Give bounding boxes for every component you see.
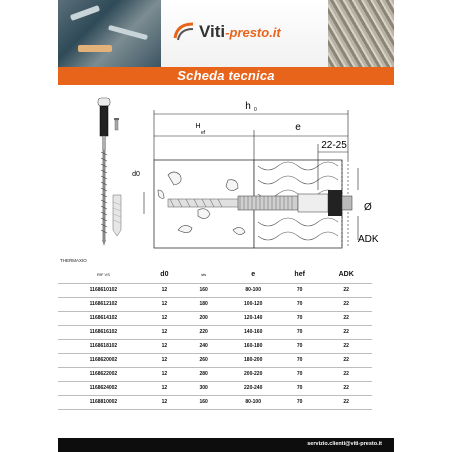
dim-e-label: e xyxy=(295,122,301,133)
logo xyxy=(161,0,328,67)
footer-email: servizio.clienti@viti-presto.it xyxy=(307,441,382,447)
cell-hef: 70 xyxy=(279,297,320,311)
cell-sfs: 160 xyxy=(180,395,228,409)
dim-adk-label: ADK xyxy=(358,234,379,245)
cell-adk: 22 xyxy=(320,381,372,395)
cell-hef: 70 xyxy=(279,367,320,381)
cell-adk: 22 xyxy=(320,353,372,367)
cell-adk: 22 xyxy=(320,325,372,339)
cell-rif: 1168610102 xyxy=(58,283,149,297)
cell-adk: 22 xyxy=(320,283,372,297)
cell-e: 100-120 xyxy=(227,297,279,311)
table-row xyxy=(58,353,372,367)
cell-e: 140-160 xyxy=(227,325,279,339)
cell-adk: 22 xyxy=(320,339,372,353)
cell-sfs: 300 xyxy=(180,381,228,395)
cell-d0: 12 xyxy=(149,283,180,297)
cell-hef: 70 xyxy=(279,311,320,325)
specification-table xyxy=(58,267,372,410)
table-row xyxy=(58,325,372,339)
cell-d0: 12 xyxy=(149,311,180,325)
col-header-d0: d0 xyxy=(149,267,180,283)
col-header-adk: ADK xyxy=(320,267,372,283)
header-banner xyxy=(58,0,394,67)
table-row xyxy=(58,381,372,395)
dim-gap-label: 22-25 xyxy=(321,140,347,151)
header-photo-screws xyxy=(328,0,394,67)
table-row xyxy=(58,311,372,325)
cell-d0: 12 xyxy=(149,367,180,381)
cell-d0: 12 xyxy=(149,395,180,409)
table-body xyxy=(58,283,372,409)
cell-hef: 70 xyxy=(279,325,320,339)
cell-adk: 22 xyxy=(320,367,372,381)
table-header-row xyxy=(58,267,372,283)
cell-sfs: 160 xyxy=(180,283,228,297)
cell-sfs: 260 xyxy=(180,353,228,367)
cell-hef: 70 xyxy=(279,395,320,409)
table-row xyxy=(58,297,372,311)
logo-text xyxy=(199,22,281,42)
col-header-rif: RIF VS xyxy=(58,267,149,283)
section-title: Scheda tecnica xyxy=(177,68,275,83)
cell-e: 220-240 xyxy=(227,381,279,395)
logo-arc-icon xyxy=(173,20,195,42)
dim-diameter-label: Ø xyxy=(364,202,372,213)
cell-d0: 12 xyxy=(149,339,180,353)
cell-sfs: 240 xyxy=(180,339,228,353)
dim-h0-sub: 0 xyxy=(254,107,257,113)
cell-d0: 12 xyxy=(149,325,180,339)
col-header-hef: hef xyxy=(279,267,320,283)
cell-adk: 22 xyxy=(320,297,372,311)
footer-bar xyxy=(58,438,394,452)
cell-sfs: 220 xyxy=(180,325,228,339)
cell-rif: 1168620002 xyxy=(58,353,149,367)
cell-hef: 70 xyxy=(279,353,320,367)
cell-hef: 70 xyxy=(279,339,320,353)
cell-rif: 1168810002 xyxy=(58,395,149,409)
brand-domain: -presto.it xyxy=(225,25,281,40)
cell-sfs: 180 xyxy=(180,297,228,311)
cell-e: 120-140 xyxy=(227,311,279,325)
table-row xyxy=(58,339,372,353)
cell-adk: 22 xyxy=(320,311,372,325)
dim-d0-label: d0 xyxy=(132,171,140,178)
cell-hef: 70 xyxy=(279,381,320,395)
dim-h0-label: h xyxy=(245,101,251,112)
col-header-sfs: sfs xyxy=(180,267,228,283)
brand-name: Viti xyxy=(199,22,226,41)
cell-hef: 70 xyxy=(279,283,320,297)
table-row xyxy=(58,283,372,297)
cell-e: 80-100 xyxy=(227,283,279,297)
cell-rif: 1168616102 xyxy=(58,325,149,339)
cell-sfs: 200 xyxy=(180,311,228,325)
cell-rif: 1168612102 xyxy=(58,297,149,311)
anchor-side-view xyxy=(98,98,121,246)
cell-d0: 12 xyxy=(149,353,180,367)
cell-e: 200-220 xyxy=(227,367,279,381)
cell-d0: 12 xyxy=(149,297,180,311)
header-photo-tools xyxy=(58,0,161,67)
cell-sfs: 280 xyxy=(180,367,228,381)
cell-e: 80-100 xyxy=(227,395,279,409)
technical-drawing xyxy=(58,90,394,260)
cell-adk: 22 xyxy=(320,395,372,409)
cell-e: 160-180 xyxy=(227,339,279,353)
cell-rif: 1168624002 xyxy=(58,381,149,395)
dim-hef-sub: ef xyxy=(201,130,206,136)
cell-rif: 1168614102 xyxy=(58,311,149,325)
dim-hef-label: H xyxy=(195,123,201,130)
table-row xyxy=(58,395,372,409)
cell-rif: 1168618102 xyxy=(58,339,149,353)
cell-e: 180-200 xyxy=(227,353,279,367)
cell-d0: 12 xyxy=(149,381,180,395)
section-title-bar xyxy=(58,67,394,85)
product-name: THERMAXIO xyxy=(60,258,87,263)
col-header-e: e xyxy=(227,267,279,283)
table-row xyxy=(58,367,372,381)
cell-rif: 1168622002 xyxy=(58,367,149,381)
installed-anchor-section xyxy=(154,160,352,248)
